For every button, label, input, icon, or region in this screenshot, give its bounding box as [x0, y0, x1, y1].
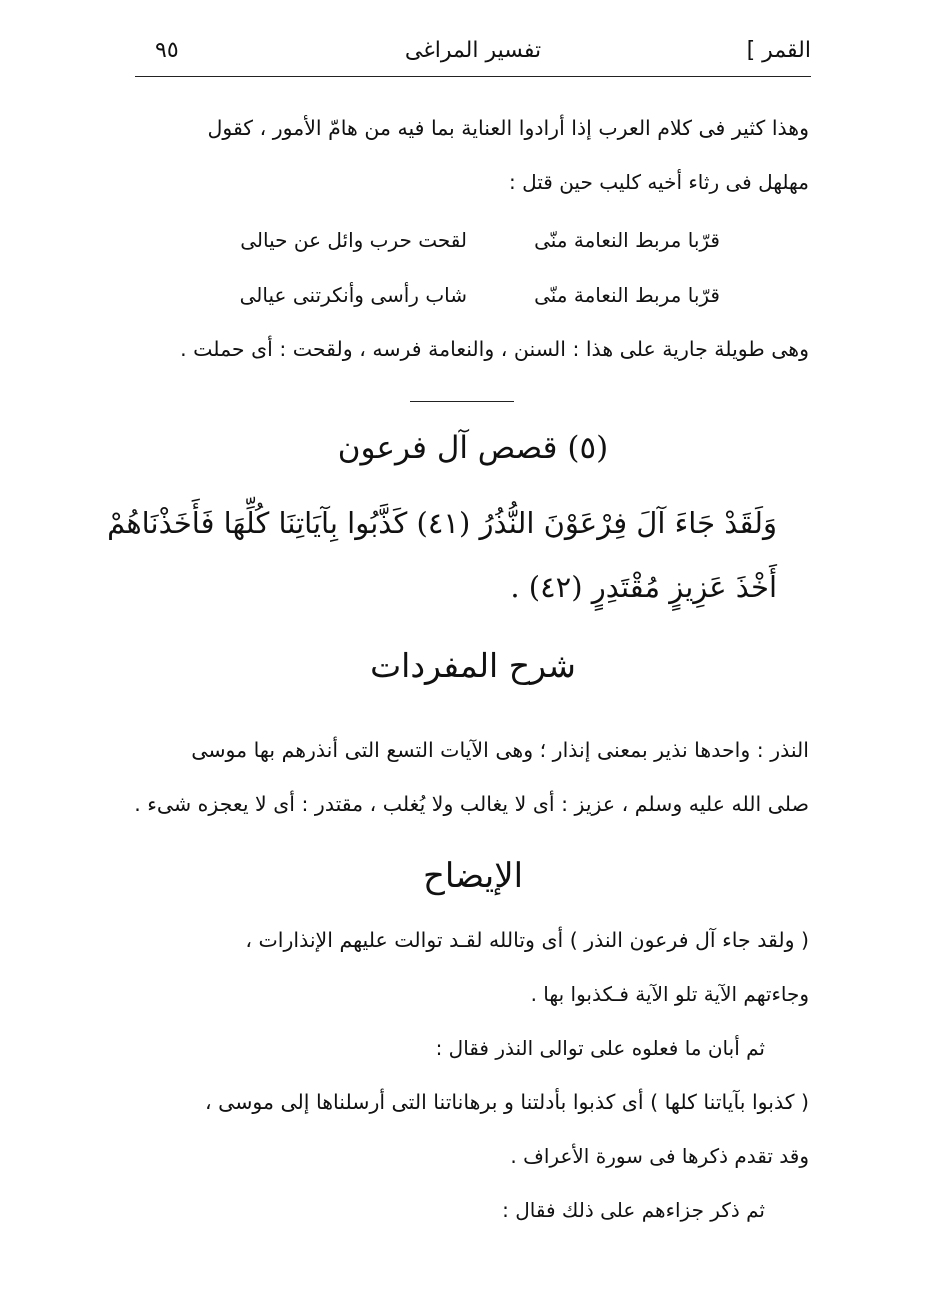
explanation-line-6: ثم ذكر جزاءهم على ذلك فقال : [502, 1198, 765, 1222]
surah-name: القمر ] [746, 38, 811, 63]
poem-1-first-hemistich: قرّبا مربط النعامة منّى [534, 228, 720, 252]
vocab-heading: شرح المفردات [370, 646, 576, 685]
section-title: (٥) قصص آل فرعون [337, 430, 609, 466]
explanation-line-3: ثم أبان ما فعلوه على توالى النذر فقال : [435, 1036, 765, 1060]
vocab-line-2: صلى الله عليه وسلم ، عزيز : أى لا يغالب ولا يُغلب ، مقتدر : أى لا يعجزه شىء . [134, 792, 809, 816]
quran-verse-line-1: وَلَقَدْ جَاءَ آلَ فِرْعَوْنَ النُّذُرُ (٤١) كَذَّبُوا بِآيَاتِنَا كُلِّهَا فَأَخَذْنَاهُمْ [107, 506, 777, 540]
poem-2-first-hemistich: قرّبا مربط النعامة منّى [534, 283, 720, 307]
explanation-line-5: وقد تقدم ذكرها فى سورة الأعراف . [510, 1144, 809, 1168]
poem-1-second-hemistich: لقحت حرب وائل عن حيالى [240, 228, 467, 252]
explanation-line-2: وجاءتهم الآية تلو الآية فـكذبوا بها . [530, 982, 809, 1006]
intro-line-2: مهلهل فى رثاء أخيه كليب حين قتل : [509, 170, 809, 194]
page-number: ٩٥ [155, 38, 179, 63]
intro-line-1: وهذا كثير فى كلام العرب إذا أرادوا العناية بما فيه من هامّ الأمور ، كقول [207, 116, 809, 140]
quran-verse-line-2: أَخْذَ عَزِيزٍ مُقْتَدِرٍ (٤٢) . [510, 570, 777, 604]
explanation-heading: الإيضاح [422, 856, 524, 896]
vocab-line-1: النذر : واحدها نذير بمعنى إنذار ؛ وهى الآيات التسع التى أنذرهم بها موسى [191, 738, 809, 762]
page-header [135, 32, 811, 77]
poem-note: وهى طويلة جارية على هذا : السنن ، والنعامة فرسه ، ولقحت : أى حملت . [180, 337, 809, 361]
explanation-line-1: ( ولقد جاء آل فرعون النذر ) أى وتالله لقـد توالت عليهم الإنذارات ، [245, 928, 809, 952]
explanation-line-4: ( كذبوا بآياتنا كلها ) أى كذبوا بأدلتنا و برهاناتنا التى أرسلناها إلى موسى ، [204, 1090, 809, 1114]
poem-2-second-hemistich: شاب رأسى وأنكرتنى عيالى [239, 283, 467, 307]
book-title: تفسير المراغى [404, 38, 542, 63]
section-divider [410, 401, 514, 402]
